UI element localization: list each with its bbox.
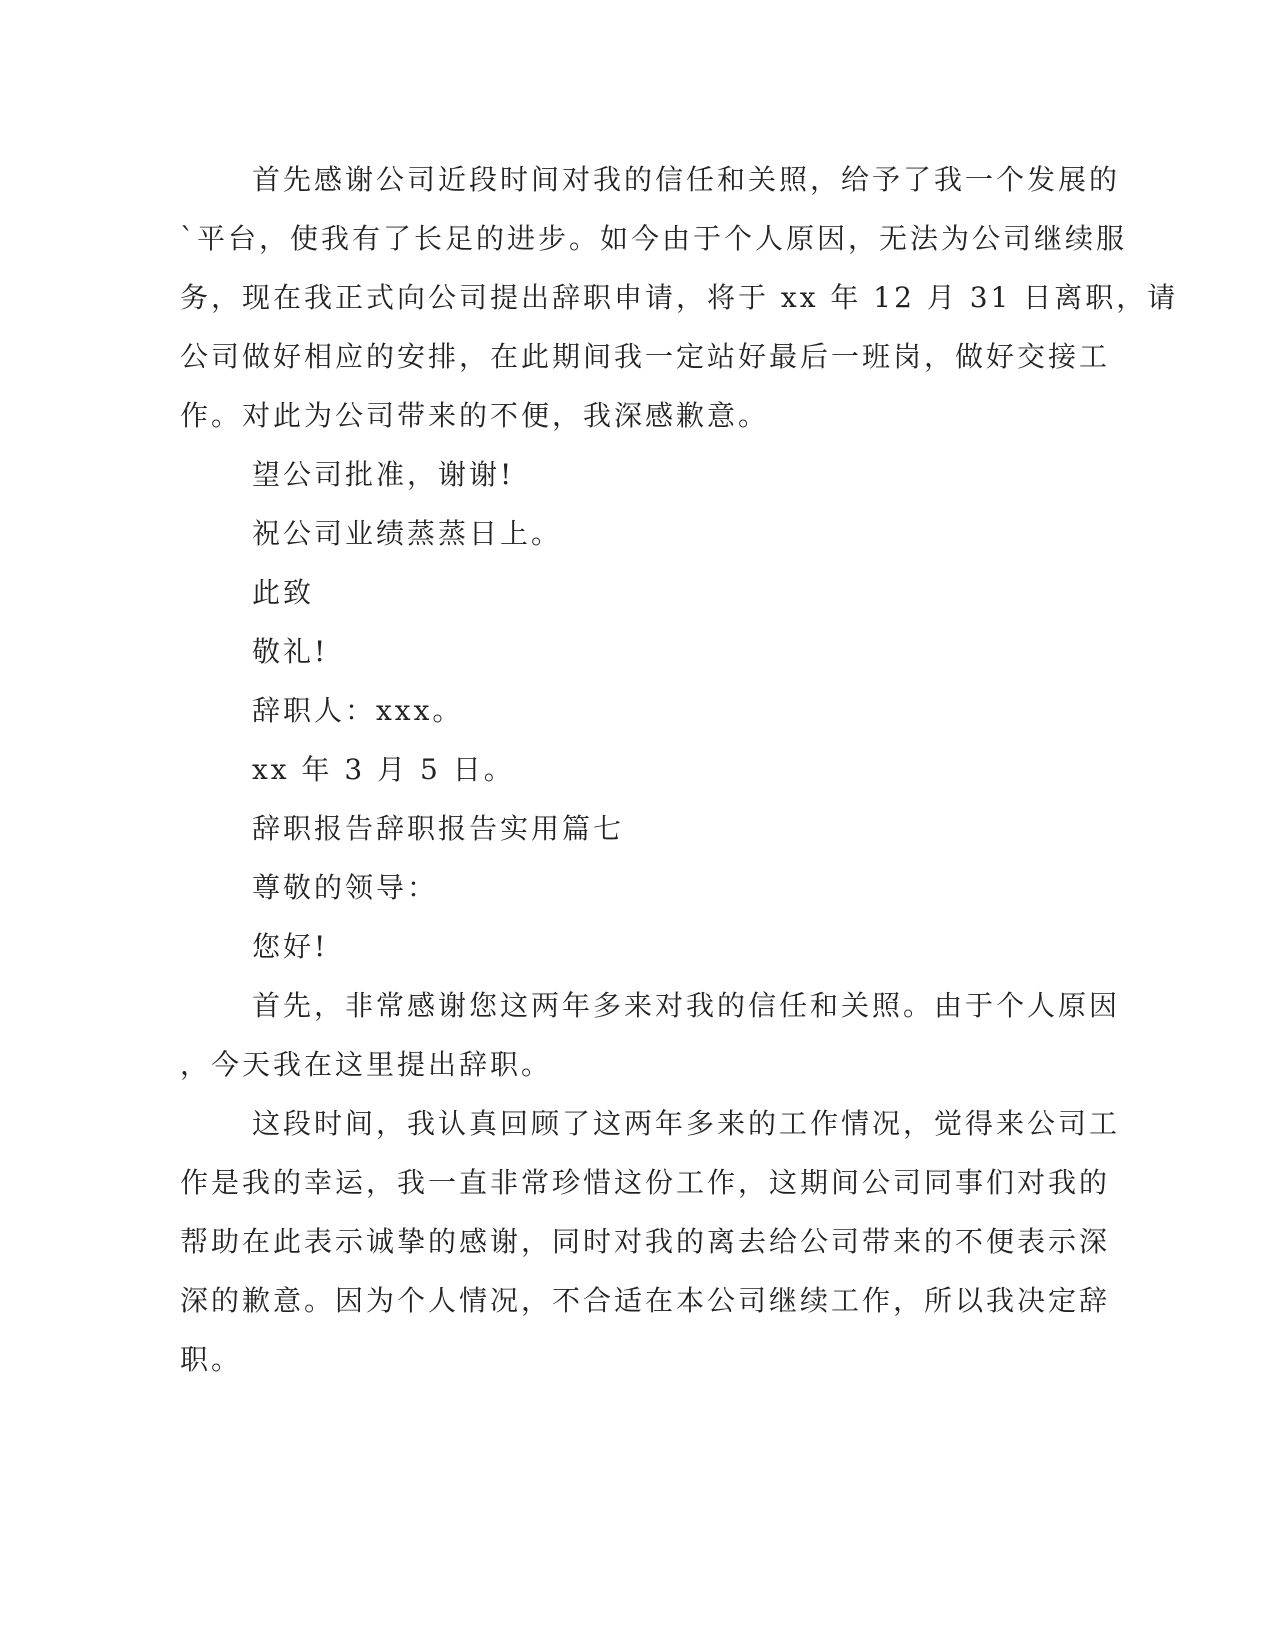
date-line: xx 年 3 月 5 日。 xyxy=(252,753,515,786)
paragraph-line: 职。 xyxy=(180,1343,243,1376)
paragraph-line: 公司做好相应的安排，在此期间我一定站好最后一班岗，做好交接工 xyxy=(180,340,1111,373)
paragraph-line: 务，现在我正式向公司提出辞职申请，将于 xx 年 12 月 31 日离职，请 xyxy=(180,281,1179,314)
request-line: 望公司批准，谢谢! xyxy=(252,458,515,491)
paragraph-line: ，今天我在这里提出辞职。 xyxy=(180,1048,553,1081)
paragraph-line: 这段时间，我认真回顾了这两年多来的工作情况，觉得来公司工 xyxy=(252,1107,1121,1140)
wish-line: 祝公司业绩蒸蒸日上。 xyxy=(252,517,563,550)
paragraph-line: 帮助在此表示诚挚的感谢，同时对我的离去给公司带来的不便表示深 xyxy=(180,1225,1111,1258)
salutation-line: 尊敬的领导： xyxy=(252,871,439,904)
section-title: 辞职报告辞职报告实用篇七 xyxy=(252,812,625,845)
paragraph-line: 作是我的幸运，我一直非常珍惜这份工作，这期间公司同事们对我的 xyxy=(180,1166,1111,1199)
paragraph-line: `平台，使我有了长足的进步。如今由于个人原因，无法为公司继续服 xyxy=(180,222,1128,255)
closing-line: 此致 xyxy=(252,576,315,609)
paragraph-line: 作。对此为公司带来的不便，我深感歉意。 xyxy=(180,399,770,432)
paragraph-line: 首先感谢公司近段时间对我的信任和关照，给予了我一个发展的 xyxy=(252,163,1121,196)
greeting-line: 您好! xyxy=(252,930,329,963)
paragraph-line: 首先，非常感谢您这两年多来对我的信任和关照。由于个人原因 xyxy=(252,989,1121,1022)
salute-line: 敬礼! xyxy=(252,635,329,668)
paragraph-line: 深的歉意。因为个人情况，不合适在本公司继续工作，所以我决定辞 xyxy=(180,1284,1111,1317)
signature-line: 辞职人：xxx。 xyxy=(252,694,464,727)
document-body xyxy=(180,150,1179,1389)
